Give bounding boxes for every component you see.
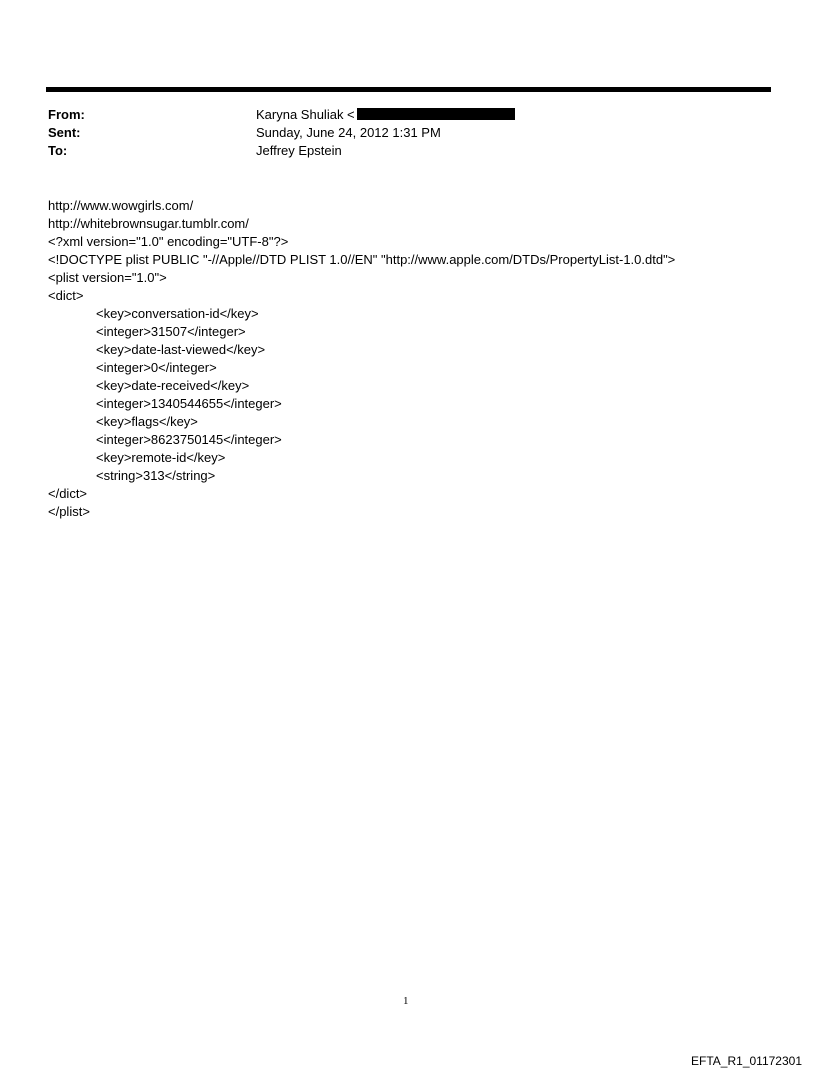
body-line: <string>313</string> (96, 468, 216, 483)
from-row (48, 106, 768, 124)
body-line: <integer>1340544655</integer> (96, 396, 282, 411)
document-id: EFTA_R1_01172301 (691, 1054, 802, 1068)
body-line: http://whitebrownsugar.tumblr.com/ (48, 216, 249, 231)
header-divider (46, 87, 771, 92)
body-line: http://www.wowgirls.com/ (48, 198, 194, 213)
body-line: <key>conversation-id</key> (96, 306, 259, 321)
email-header (48, 106, 768, 160)
body-line: <?xml version="1.0" encoding="UTF-8"?> (48, 234, 289, 249)
to-row (48, 142, 768, 160)
body-line: <key>date-received</key> (96, 378, 250, 393)
to-value: Jeffrey Epstein (256, 143, 342, 158)
from-value (256, 106, 515, 124)
to-label: To: (48, 143, 68, 158)
body-line: <integer>31507</integer> (96, 324, 246, 339)
sent-value: Sunday, June 24, 2012 1:31 PM (256, 125, 441, 140)
body-line: <key>remote-id</key> (96, 450, 226, 465)
body-line: <plist version="1.0"> (48, 270, 167, 285)
body-line: <dict> (48, 288, 84, 303)
email-body (48, 197, 788, 521)
body-line: <!DOCTYPE plist PUBLIC "-//Apple//DTD PLIST 1.0//EN" "http://www.apple.com/DTDs/PropertyList-1.0.dtd"> (48, 252, 676, 267)
from-label: From: (48, 107, 85, 122)
sent-row (48, 124, 768, 142)
body-line: <key>date-last-viewed</key> (96, 342, 266, 357)
body-line: <key>flags</key> (96, 414, 198, 429)
page-number: 1 (403, 995, 409, 1007)
body-line: <integer>8623750145</integer> (96, 432, 282, 447)
body-line: <integer>0</integer> (96, 360, 217, 375)
redaction-block (357, 108, 515, 120)
body-line: </plist> (48, 504, 90, 519)
from-sender: Karyna Shuliak < (256, 107, 355, 122)
body-line: </dict> (48, 486, 88, 501)
sent-label: Sent: (48, 125, 81, 140)
